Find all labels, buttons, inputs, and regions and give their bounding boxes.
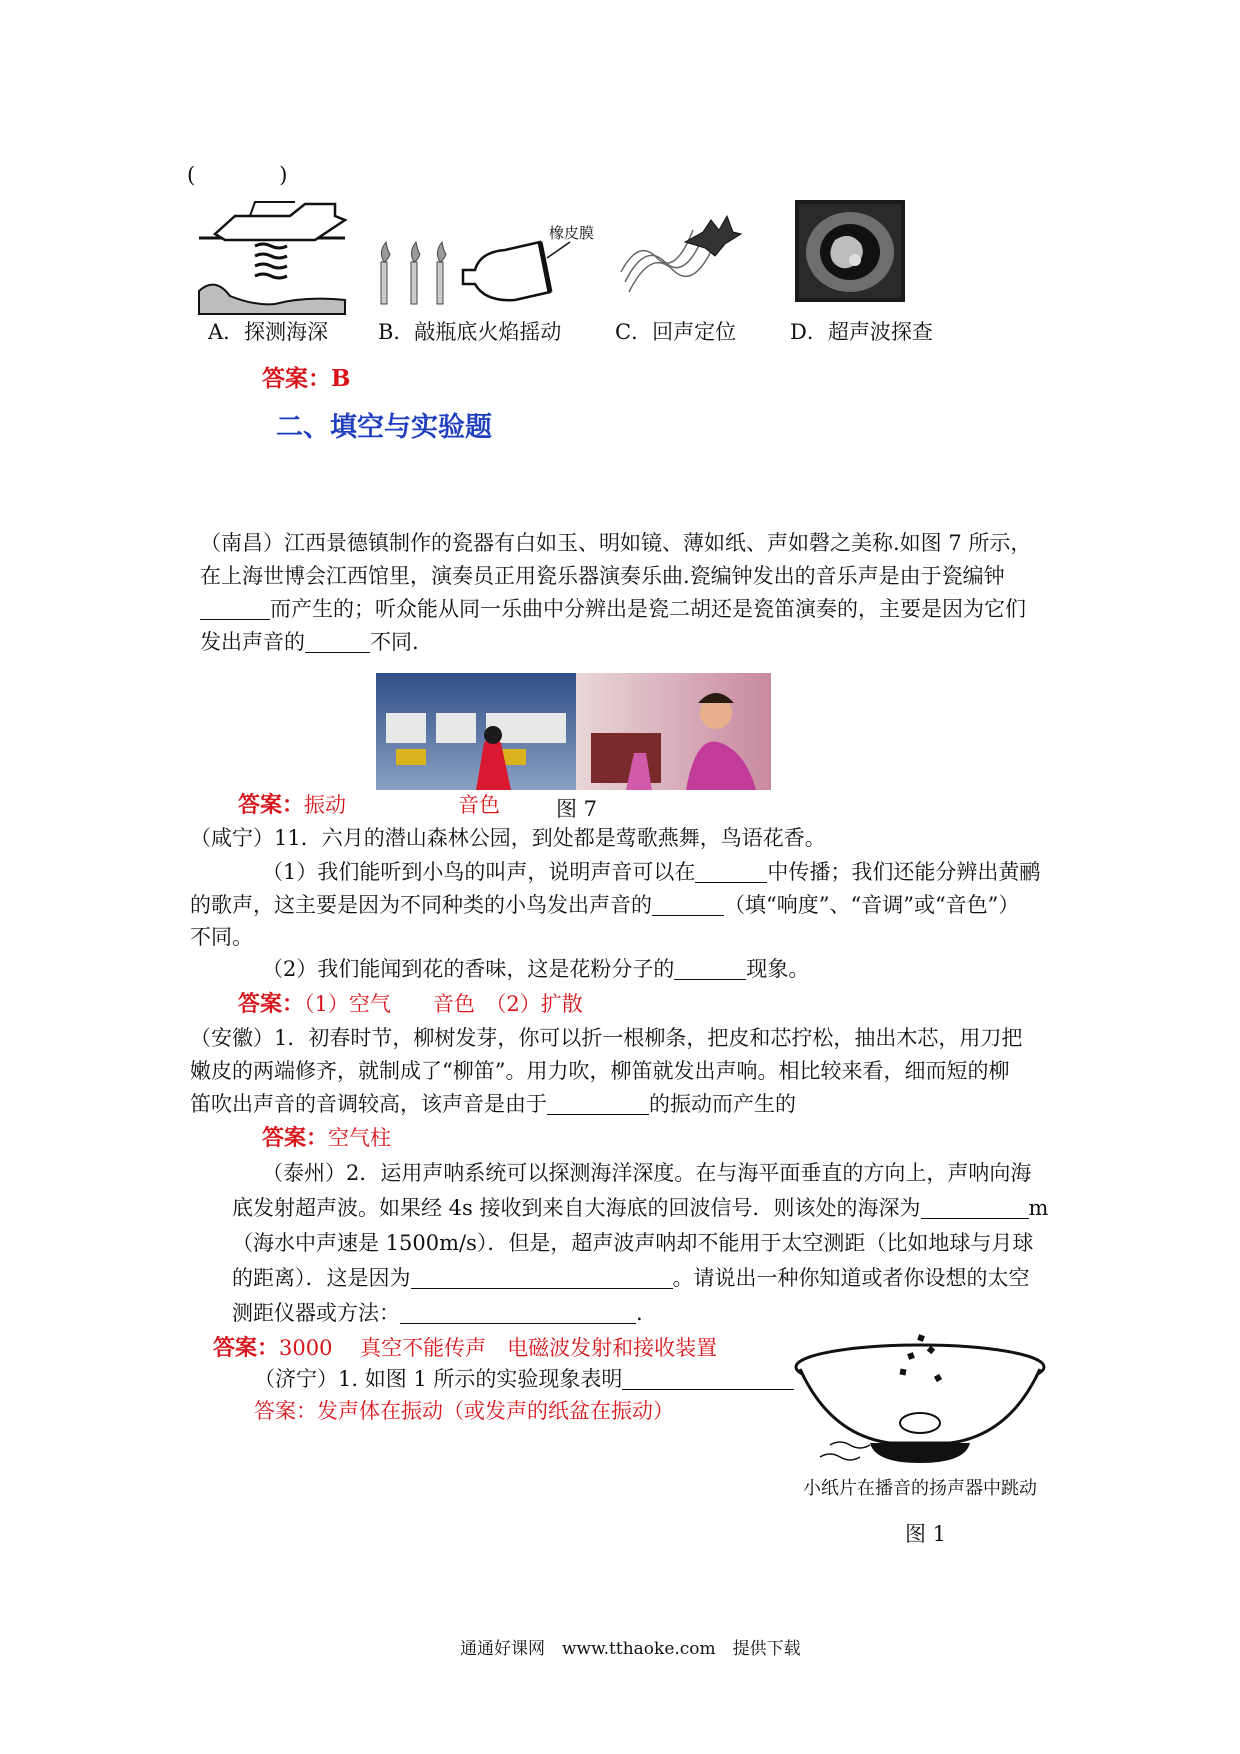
footer-source: 通通好课网 www.tthaoke.com 提供下载: [460, 1639, 801, 1659]
blank-4[interactable]: [652, 893, 724, 916]
blank-5[interactable]: [674, 957, 746, 980]
q-taizhou-line3: （海水中声速是 1500m/s）．但是，超声波声呐却不能用于太空测距（比如地球与月球: [232, 1231, 1034, 1255]
answer-jining: 答案：发声体在振动（或发声的纸盆在振动）: [254, 1399, 674, 1423]
q-nanchang-line2: 在上海世博会江西馆里，演奏员正用瓷乐器演奏乐曲.瓷编钟发出的音乐声是由于瓷编钟: [200, 564, 1005, 588]
q-xianning-line5: [262, 954, 809, 984]
q-taizhou-line2-tail: m: [1028, 1196, 1049, 1220]
option-c: C．回声定位: [615, 320, 737, 344]
q-taizhou-line4-head: 的距离）．这是因为: [232, 1266, 411, 1290]
answer-anhui: [262, 1123, 391, 1153]
q-jining-line1-text: （济宁）1. 如图 1 所示的实验现象表明: [254, 1367, 623, 1391]
figure-1-loudspeaker: [790, 1325, 1050, 1465]
figure-7-caption: 图 7: [556, 797, 598, 821]
q-anhui-line3-tail: 的振动而产生的: [649, 1092, 796, 1116]
answer-prefix: 答案：: [238, 991, 305, 1017]
answer-prefix: 答案：: [213, 1335, 280, 1361]
answer-a1: 振动: [304, 793, 347, 817]
answer-text: （1）空气 音色 （2）扩散: [304, 992, 583, 1016]
blank-1[interactable]: [200, 597, 270, 620]
figure-ultrasound: [795, 200, 905, 302]
blank-10[interactable]: [622, 1367, 794, 1390]
answer-taizhou: [213, 1333, 717, 1363]
q-xianning-line2-head: （1）我们能听到小鸟的叫声，说明声音可以在: [262, 860, 696, 884]
q-taizhou-line2: [232, 1193, 1048, 1223]
answer-1: [262, 364, 350, 394]
answer-text: 3000 真空不能传声 电磁波发射和接收装置: [279, 1336, 718, 1360]
q-nanchang-line3-text: 而产生的；听众能从同一乐曲中分辨出是瓷二胡还是瓷笛演奏的，主要是因为它们: [270, 597, 1026, 621]
q-nanchang-line4: [200, 627, 419, 657]
answer-prefix: 答案：: [262, 1125, 329, 1151]
q-xianning-line3: [190, 890, 1019, 920]
answer-xianning: [238, 989, 583, 1019]
q-taizhou-line4: [232, 1263, 1030, 1293]
option-b: B．敲瓶底火焰摇动: [378, 320, 562, 344]
figure-7-photo: [376, 673, 771, 790]
q-nanchang-line1: （南昌）江西景德镇制作的瓷器有白如玉、明如镜、薄如纸、声如磬之美称.如图 7 所示，: [200, 531, 1032, 555]
answer-text: 空气柱: [328, 1126, 392, 1150]
q-anhui-line1: （安徽）1．初春时节，柳树发芽，你可以折一根柳条，把皮和芯拧松，抽出木芯，用刀把: [190, 1026, 1023, 1050]
q-taizhou-line5-head: 测距仪器或方法：: [232, 1301, 400, 1325]
q-xianning-line3-head: 的歌声，这主要是因为不同种类的小鸟发出声音的: [190, 893, 652, 917]
blank-3[interactable]: [695, 860, 767, 883]
q-nanchang-line3: [200, 594, 1026, 624]
figure-bat-echo: [615, 212, 745, 302]
blank-9[interactable]: [400, 1301, 636, 1324]
blank-7[interactable]: [921, 1196, 1029, 1219]
q-taizhou-line2-head: 底发射超声波。如果经 4s 接收到来自大海底的回波信号．则该处的海深为: [232, 1196, 921, 1220]
q-taizhou-line1: （泰州）2．运用声呐系统可以探测海洋深度。在与海平面垂直的方向上，声呐向海: [262, 1161, 1032, 1185]
q-xianning-line1: （咸宁）11．六月的潜山森林公园，到处都是莺歌燕舞，鸟语花香。: [190, 826, 826, 850]
answer-bracket: ( ): [187, 163, 288, 187]
answer-prefix: 答案：: [238, 792, 305, 818]
q-anhui-line3-head: 笛吹出声音的音调较高，该声音是由于: [190, 1092, 547, 1116]
q-taizhou-line4-tail: 。请说出一种你知道或者你设想的太空: [672, 1266, 1030, 1290]
q-xianning-line2-tail: 中传播；我们还能分辨出黄鹂: [767, 860, 1041, 884]
section-title: 二、填空与实验题: [276, 412, 492, 443]
answer-prefix: 答案：: [262, 365, 331, 392]
figure-1-description: 小纸片在播音的扬声器中跳动: [803, 1478, 1037, 1499]
answer-a2: 音色: [458, 793, 500, 817]
q-xianning-line5-head: （2）我们能闻到花的香味，这是花粉分子的: [262, 957, 675, 981]
figure-1-label: 图 1: [905, 1522, 947, 1546]
blank-8[interactable]: [411, 1266, 673, 1289]
q-taizhou-line5: [232, 1298, 643, 1328]
q-anhui-line3: [190, 1089, 796, 1119]
figure-boat-sonar: [195, 196, 355, 316]
option-a: A．探测海深: [208, 320, 329, 344]
answer-value: B: [331, 365, 351, 392]
option-d: D．超声波探查: [790, 320, 933, 344]
q-nanchang-line4-tail: 不同.: [370, 630, 419, 654]
q-taizhou-line5-tail: .: [636, 1301, 643, 1325]
q-xianning-line3-tail: （填“响度”、“音调”或“音色”）: [724, 893, 1020, 917]
q-xianning-line4: 不同。: [190, 925, 253, 949]
q-xianning-line2: [262, 857, 1040, 887]
answer-nanchang: [238, 790, 346, 820]
blank-2[interactable]: [305, 630, 370, 653]
q-anhui-line2: 嫩皮的两端修齐，就制成了“柳笛”。用力吹，柳笛就发出声响。相比较来看，细而短的柳: [190, 1059, 1010, 1083]
bottle-membrane-label: 橡皮膜: [549, 224, 595, 242]
q-xianning-line5-tail: 现象。: [746, 957, 810, 981]
q-jining-line1: [254, 1364, 794, 1394]
blank-6[interactable]: [547, 1092, 649, 1115]
q-nanchang-line4-head: 发出声音的: [200, 630, 305, 654]
